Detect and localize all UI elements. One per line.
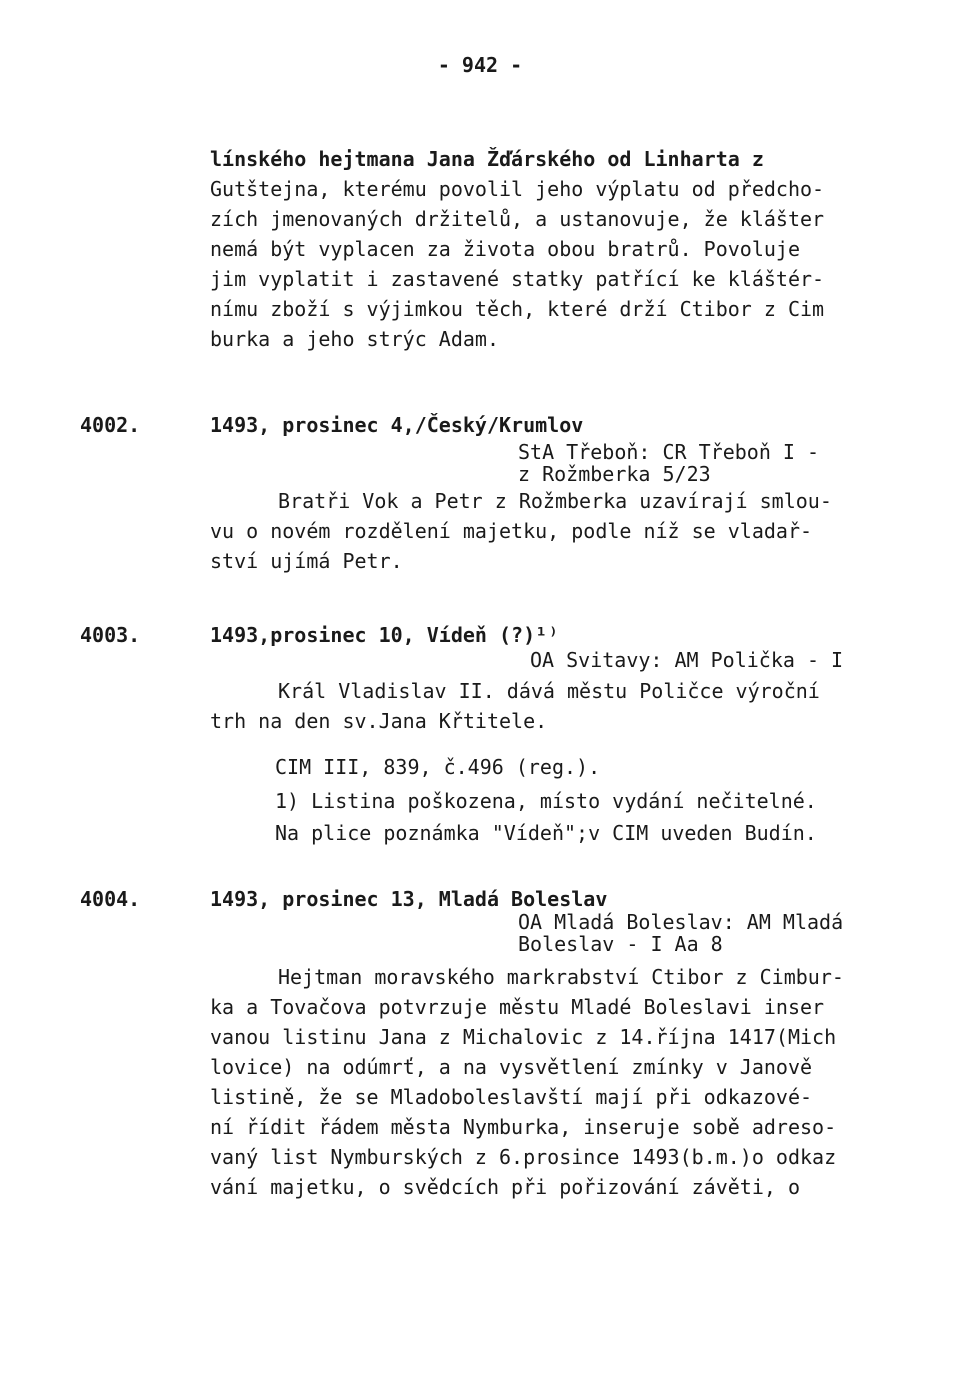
text-line: zích jmenovaných držitelů, a ustanovuje, že klášter bbox=[210, 207, 825, 231]
entry-number: 4003. bbox=[80, 623, 141, 647]
text-line: Bratři Vok a Petr z Rožmberka uzavírají smlou- bbox=[278, 489, 832, 513]
entry-text bbox=[210, 486, 900, 576]
intro-paragraph bbox=[210, 144, 900, 354]
text-line: ní řídit řádem města Nymburka, inseruje sobě adreso- bbox=[210, 1115, 837, 1139]
text-line: lovice) na odúmrť, a na vysvětlení zmínky v Janově bbox=[210, 1055, 813, 1079]
archive-source: OA Mladá Boleslav: AM Mladá bbox=[518, 910, 844, 934]
text-line: vanou listinu Jana z Michalovic z 14.října 1417(Mich bbox=[210, 1025, 837, 1049]
entry-date-place: 1493, prosinec 4,/Český/Krumlov bbox=[210, 413, 584, 437]
archive-source: Boleslav - I Aa 8 bbox=[518, 932, 723, 956]
footnote: Na plice poznámka "Vídeň";v CIM uveden Budín. bbox=[275, 821, 817, 845]
text-line: vaný list Nymburských z 6.prosince 1493(b.m.)o odkaz bbox=[210, 1145, 837, 1169]
text-line: jim vyplatit i zastavené statky patřící ke kláštér- bbox=[210, 267, 825, 291]
text-line: Král Vladislav II. dává městu Poličce výroční bbox=[278, 679, 820, 703]
text-line: ka a Tovačova potvrzuje městu Mladé Boleslavi inser bbox=[210, 995, 825, 1019]
text-line: línského hejtmana Jana Žďárského od Linharta z bbox=[210, 147, 764, 171]
text-line: nemá být vyplacen za života obou bratrů. Povoluje bbox=[210, 237, 801, 261]
text-line: vu o novém rozdělení majetku, podle níž se vladař- bbox=[210, 519, 813, 543]
text-line: vání majetku, o svědcích při pořizování závěti, o bbox=[210, 1175, 801, 1199]
edition-reference: CIM III, 839, č.496 (reg.). bbox=[275, 755, 601, 779]
archive-source: StA Třeboň: CR Třeboň I - bbox=[518, 440, 820, 464]
entry-number: 4002. bbox=[80, 413, 141, 437]
entry-text bbox=[210, 962, 900, 1202]
page-number: - 942 - bbox=[437, 53, 523, 77]
text-line: trh na den sv.Jana Křtitele. bbox=[210, 709, 548, 733]
text-line: nímu zboží s výjimkou těch, které drží Ctibor z Cim bbox=[210, 297, 825, 321]
text-line: Hejtman moravského markrabství Ctibor z Cimbur- bbox=[278, 965, 844, 989]
entry-date-place: 1493,prosinec 10, Vídeň (?)¹⁾ bbox=[210, 623, 560, 647]
archive-source: OA Svitavy: AM Polička - I bbox=[530, 648, 844, 672]
text-line: Gutštejna, kterému povolil jeho výplatu od předcho- bbox=[210, 177, 825, 201]
archive-source: z Rožmberka 5/23 bbox=[518, 462, 711, 486]
entry-number: 4004. bbox=[80, 887, 141, 911]
text-line: ství ujímá Petr. bbox=[210, 549, 403, 573]
text-line: listině, že se Mladoboleslavští mají při odkazové- bbox=[210, 1085, 813, 1109]
text-line: burka a jeho strýc Adam. bbox=[210, 327, 499, 351]
entry-date-place: 1493, prosinec 13, Mladá Boleslav bbox=[210, 887, 608, 911]
footnote: 1) Listina poškozena, místo vydání nečitelné. bbox=[275, 789, 817, 813]
entry-text bbox=[210, 676, 900, 736]
